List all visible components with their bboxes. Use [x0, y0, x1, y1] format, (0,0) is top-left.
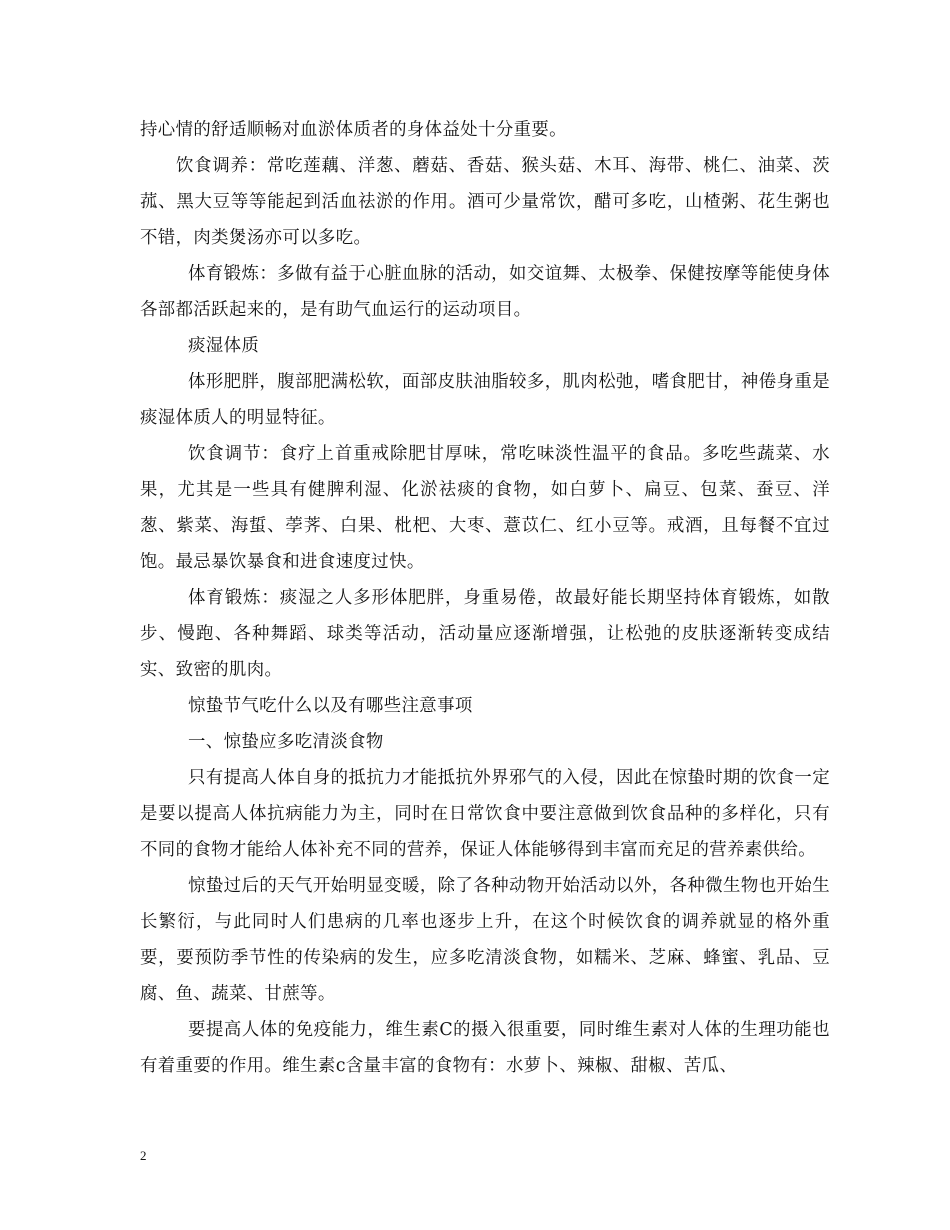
section-heading-phlegm-damp: 痰湿体质 [188, 336, 260, 356]
paragraph-exercise-blood-stasis: 体育锻炼：多做有益于心脏血脉的活动，如交谊舞、太极拳、保健按摩等能使身体各部都活跃起来的，是有助气血运行的运动项目。 [140, 264, 830, 320]
paragraph-diet-adjust: 饮食调节：食疗上首重戒除肥甘厚味，常吃味淡性温平的食品。多吃些蔬菜、水果，尤其是一些具有健脾利湿、化淤祛痰的食物，如白萝卜、扁豆、包菜、蚕豆、洋葱、紫菜、海蜇、荸荠、白果、枇杷、大枣、薏苡仁、红小豆等。戒酒，且每餐不宜过饱。最忌暴饮暴食和进食速度过快。 [140, 444, 830, 572]
paragraph-vitamin-c: 要提高人体的免疫能力，维生素C的摄入很重要，同时维生素对人体的生理功能也有着重要的作用。维生素c含量丰富的食物有：水萝卜、辣椒、甜椒、苦瓜、 [140, 1020, 830, 1076]
document-body [140, 112, 830, 1084]
subheading-light-food: 一、惊蛰应多吃清淡食物 [188, 732, 384, 752]
page-number: 2 [140, 1148, 147, 1163]
paragraph-weather-warming: 惊蛰过后的天气开始明显变暖，除了各种动物开始活动以外，各种微生物也开始生长繁衍，与此同时人们患病的几率也逐步上升，在这个时候饮食的调养就显的格外重要，要预防季节性的传染病的发生，应多吃清淡食物，如糯米、芝麻、蜂蜜、乳品、豆腐、鱼、蔬菜、甘蔗等。 [140, 876, 830, 1004]
paragraph-immunity: 只有提高人体自身的抵抗力才能抵抗外界邪气的入侵，因此在惊蛰时期的饮食一定是要以提高人体抗病能力为主，同时在日常饮食中要注意做到饮食品种的多样化，只有不同的食物才能给人体补充不同的营养，保证人体能够得到丰富而充足的营养素供给。 [140, 768, 830, 860]
paragraph-continuation: 持心情的舒适顺畅对血淤体质者的身体益处十分重要。 [140, 120, 567, 140]
paragraph-exercise-phlegm-damp: 体育锻炼：痰湿之人多形体肥胖，身重易倦，故最好能长期坚持体育锻炼，如散步、慢跑、各种舞蹈、球类等活动，活动量应逐渐增强，让松弛的皮肤逐渐转变成结实、致密的肌肉。 [140, 588, 830, 680]
paragraph-diet-care: 饮食调养：常吃莲藕、洋葱、蘑菇、香菇、猴头菇、木耳、海带、桃仁、油菜、茨菰、黑大豆等等能起到活血祛淤的作用。酒可少量常饮，醋可多吃，山楂粥、花生粥也不错，肉类煲汤亦可以多吃。 [140, 156, 830, 248]
paragraph-phlegm-damp-features: 体形肥胖，腹部肥满松软，面部皮肤油脂较多，肌肉松弛，嗜食肥甘，神倦身重是痰湿体质人的明显特征。 [140, 372, 830, 428]
section-heading-jingzhe: 惊蛰节气吃什么以及有哪些注意事项 [188, 696, 473, 716]
